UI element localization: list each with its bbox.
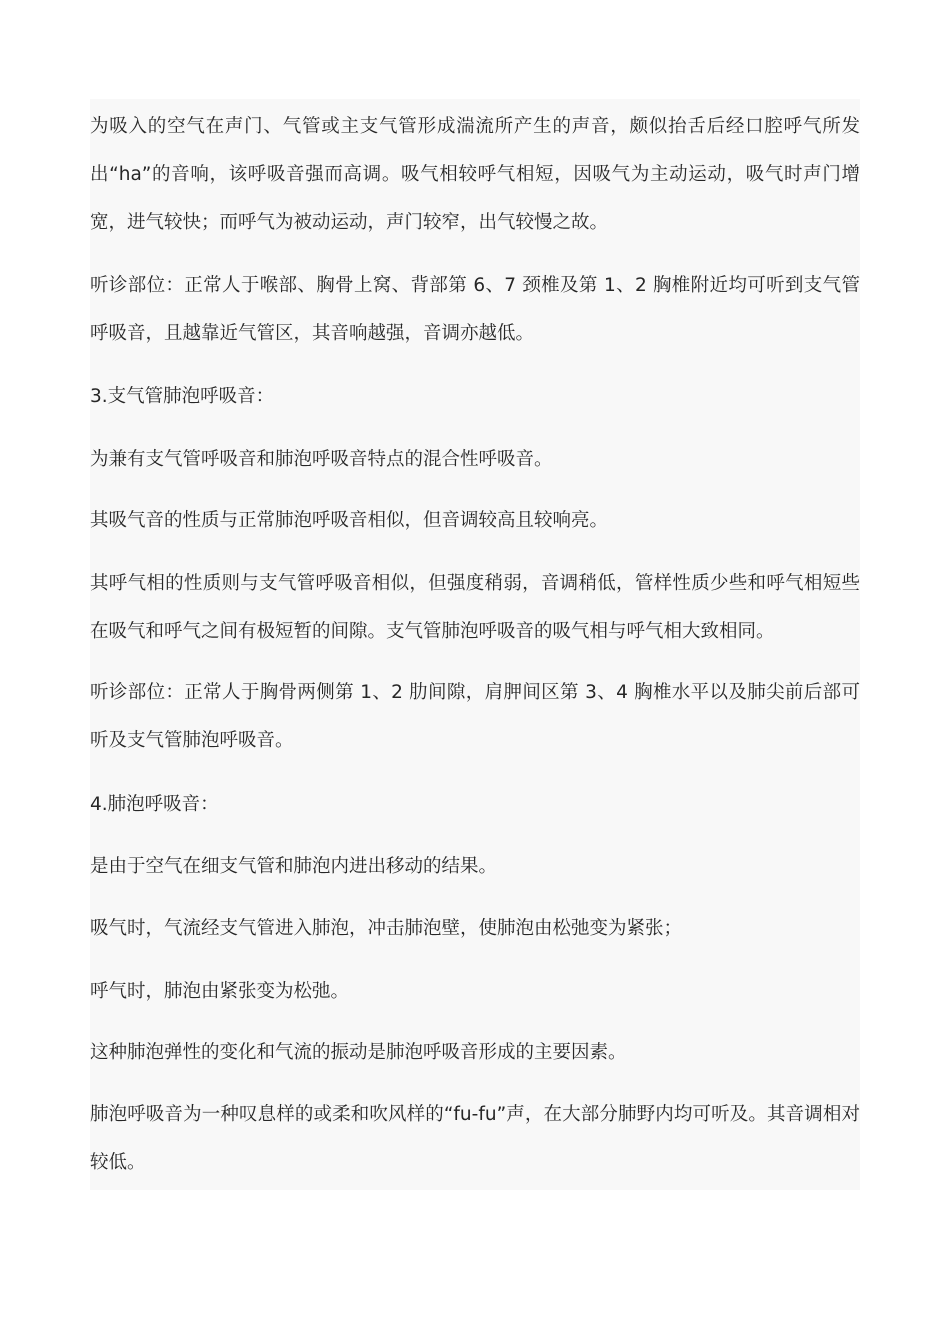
paragraph-bronchovesicular-expiration: 其呼气相的性质则与支气管呼吸音相似，但强度稍弱，音调稍低，管样性质少些和呼气相短些在吸气和呼气之间有极短暂的间隙。支气管肺泡呼吸音的吸气相与呼气相大致相同。 (90, 573, 860, 642)
paragraph-vesicular-expiration: 呼气时，肺泡由紧张变为松弛。 (90, 981, 350, 1002)
paragraph-bronchial-description: 为吸入的空气在声门、气管或主支气管形成湍流所产生的声音，颇似抬舌后经口腔呼气所发出“ha”的音响，该呼吸音强而高调。吸气相较呼气相短，因吸气为主动运动，吸气时声门增宽，进气较快；而呼气为被动运动，声门较窄，出气较慢之故。 (90, 116, 860, 233)
paragraph-bronchial-auscultation: 听诊部位：正常人于喉部、胸骨上窝、背部第 6、7 颈椎及第 1、2 胸椎附近均可听到支气管呼吸音，且越靠近气管区，其音响越强，音调亦越低。 (90, 275, 860, 344)
paragraph-vesicular-character: 肺泡呼吸音为一种叹息样的或柔和吹风样的“fu-fu”声，在大部分肺野内均可听及。其音调相对较低。 (90, 1104, 860, 1173)
paragraph-bronchovesicular-auscultation: 听诊部位：正常人于胸骨两侧第 1、2 肋间隙，肩胛间区第 3、4 胸椎水平以及肺尖前后部可听及支气管肺泡呼吸音。 (90, 682, 860, 751)
paragraph-bronchovesicular-inspiration: 其吸气音的性质与正常肺泡呼吸音相似，但音调较高且较响亮。 (90, 510, 609, 531)
paragraph-bronchovesicular-intro: 为兼有支气管呼吸音和肺泡呼吸音特点的混合性呼吸音。 (90, 449, 553, 470)
paragraph-vesicular-origin: 是由于空气在细支气管和肺泡内进出移动的结果。 (90, 856, 498, 877)
section-heading-vesicular: 4.肺泡呼吸音： (90, 794, 219, 815)
paragraph-vesicular-factors: 这种肺泡弹性的变化和气流的振动是肺泡呼吸音形成的主要因素。 (90, 1042, 627, 1063)
paragraph-vesicular-inspiration: 吸气时，气流经支气管进入肺泡，冲击肺泡壁，使肺泡由松弛变为紧张； (90, 918, 683, 939)
article-content (90, 99, 860, 1190)
section-heading-bronchovesicular: 3.支气管肺泡呼吸音： (90, 386, 275, 407)
